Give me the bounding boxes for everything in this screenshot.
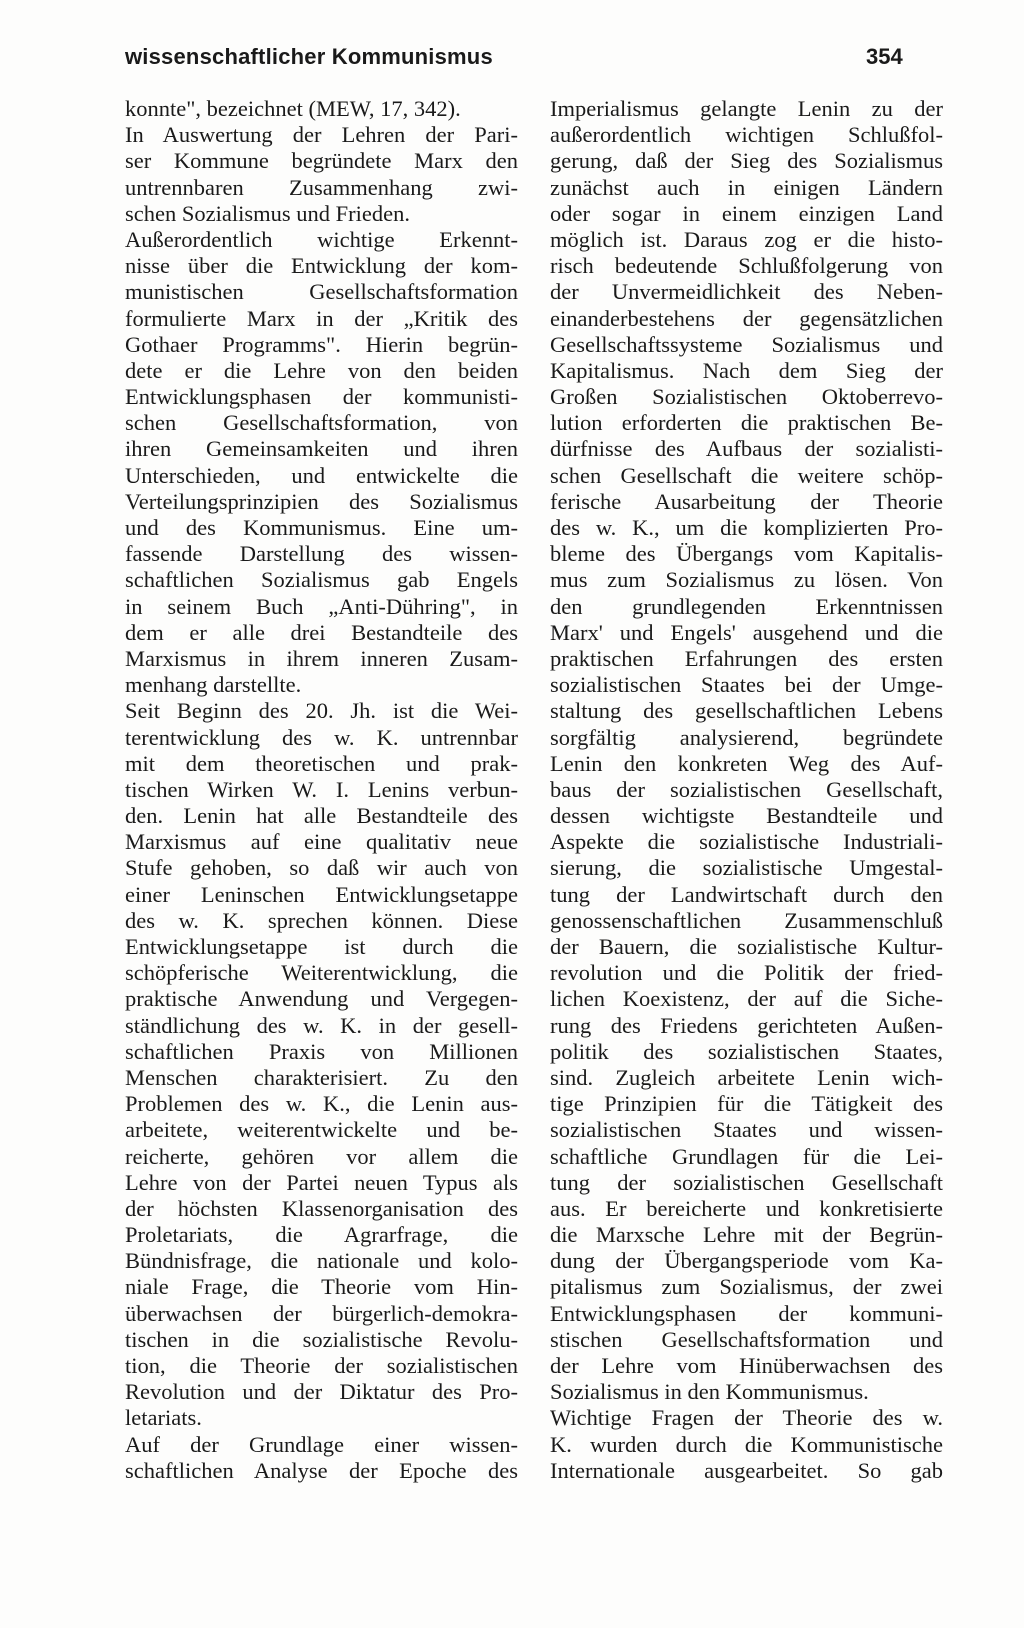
text-line: K. wurden durch die Kommunistische [550,1431,943,1457]
text-line: Menschen charakterisiert. Zu den [125,1064,518,1090]
text-line: aus. Er bereicherte und konkretisierte [550,1195,943,1221]
text-line: tischen in die sozialistische Revolu- [125,1326,518,1352]
text-line: stischen Gesellschaftsformation und [550,1326,943,1352]
text-line: ferische Ausarbeitung der Theorie [550,488,943,514]
text-line: tung der sozialistischen Gesellschaft [550,1169,943,1195]
text-line: sind. Zugleich arbeitete Lenin wich- [550,1064,943,1090]
text-line: der höchsten Klassenorganisation des [125,1195,518,1221]
page-number: 354 [866,44,903,69]
text-line: Revolution und der Diktatur des Pro- [125,1379,518,1405]
text-line: in seinem Buch „Anti-Dühring", in [125,593,518,619]
running-head: wissenschaftlicher Kommunismus [125,44,493,69]
text-line: ständlichung des w. K. in der gesell- [125,1012,518,1038]
text-line: oder sogar in einem einzigen Land [550,200,943,226]
text-line: Marxismus auf eine qualitativ neue [125,829,518,855]
text-line: fassende Darstellung des wissen- [125,541,518,567]
text-line: Wichtige Fragen der Theorie des w. [550,1405,943,1431]
text-line: einer Leninschen Entwicklungsetappe [125,881,518,907]
text-line: Aspekte die sozialistische Industriali- [550,829,943,855]
text-line: dem er alle drei Bestandteile des [125,619,518,645]
text-line: rung des Friedens gerichteten Außen- [550,1012,943,1038]
text-line: konnte", bezeichnet (MEW, 17, 342). [125,96,461,121]
text-line: dürfnisse des Aufbaus der sozialisti- [550,436,943,462]
text-line: Problemen des w. K., die Lenin aus- [125,1091,518,1117]
text-line: schaftlichen Analyse der Epoche des [125,1457,518,1483]
text-line: schaftlichen Praxis von Millionen [125,1038,518,1064]
text-line: der Unvermeidlichkeit des Neben- [550,279,943,305]
text-line: Bündnisfrage, die nationale und kolo- [125,1248,518,1274]
text-line: staltung des gesellschaftlichen Lebens [550,698,943,724]
right-text-column [550,96,943,1484]
text-line: politik des sozialistischen Staates, [550,1038,943,1064]
text-line: außerordentlich wichtigen Schlußfol- [550,122,943,148]
text-line: schöpferische Weiterentwicklung, die [125,960,518,986]
text-line: reicherte, gehören vor allem die [125,1143,518,1169]
text-line: In Auswertung der Lehren der Pari- [125,122,518,148]
text-line: dessen wichtigste Bestandteile und [550,803,943,829]
text-line: risch bedeutende Schlußfolgerung von [550,253,943,279]
text-line: pitalismus zum Sozialismus, der zwei [550,1274,943,1300]
text-line: Verteilungsprinzipien des Sozialismus [125,488,518,514]
text-line: Internationale ausgearbeitet. So gab [550,1457,943,1483]
text-line: bleme des Übergangs vom Kapitalis- [550,541,943,567]
text-line: Seit Beginn des 20. Jh. ist die Wei- [125,698,518,724]
text-line: Lenin den konkreten Weg des Auf- [550,750,943,776]
text-line: dete er die Lehre von den beiden [125,357,518,383]
text-line: schaftliche Grundlagen für die Lei- [550,1143,943,1169]
text-line: Proletariats, die Agrarfrage, die [125,1222,518,1248]
text-line: Entwicklungsphasen der kommunisti- [125,384,518,410]
text-line: sozialistischen Staates bei der Umge- [550,672,943,698]
text-line: baus der sozialistischen Gesellschaft, [550,776,943,802]
text-line: ser Kommune begründete Marx den [125,148,518,174]
text-line: tung der Landwirtschaft durch den [550,881,943,907]
text-line: den. Lenin hat alle Bestandteile des [125,803,518,829]
text-line: niale Frage, die Theorie vom Hin- [125,1274,518,1300]
text-line: einanderbestehens der gegensätzlichen [550,305,943,331]
text-line: Entwicklungsphasen der kommuni- [550,1300,943,1326]
text-line: ihren Gemeinsamkeiten und ihren [125,436,518,462]
text-line: sorgfältig analysierend, begründete [550,724,943,750]
text-line: untrennbaren Zusammenhang zwi- [125,174,518,200]
text-line: mit dem theoretischen und prak- [125,750,518,776]
text-line: Auf der Grundlage einer wissen- [125,1431,518,1457]
text-line: zunächst auch in einigen Ländern [550,174,943,200]
text-line: schen Gesellschaftsformation, von [125,410,518,436]
text-line: Unterschieden, und entwickelte die [125,462,518,488]
text-line: Außerordentlich wichtige Erkennt- [125,226,518,252]
text-line: lichen Koexistenz, der auf die Siche- [550,986,943,1012]
text-line: genossenschaftlichen Zusammenschluß [550,907,943,933]
text-line: Entwicklungsetappe ist durch die [125,934,518,959]
text-line: Stufe gehoben, so daß wir auch von [125,855,518,881]
text-line: den grundlegenden Erkenntnissen [550,593,943,619]
text-line: Großen Sozialistischen Oktoberrevo- [550,384,943,410]
text-line: formulierte Marx in der „Kritik des [125,305,518,331]
text-line: menhang darstellte. [125,672,302,698]
text-line: des w. K. sprechen können. Diese [125,907,518,933]
text-line: revolution und die Politik der fried- [550,960,943,986]
text-line: mus zum Sozialismus zu lösen. Von [550,567,943,593]
text-line: arbeitete, weiterentwickelte und be- [125,1117,518,1143]
text-line: überwachsen der bürgerlich-demokra- [125,1300,518,1326]
text-line: munistischen Gesellschaftsformation [125,279,518,305]
text-line: schen Sozialismus und Frieden. [125,200,410,226]
text-line: des w. K., um die komplizierten Pro- [550,515,943,540]
text-line: die Marxsche Lehre mit der Begrün- [550,1222,943,1248]
text-line: nisse über die Entwicklung der kom- [125,253,518,279]
text-line: Imperialismus gelangte Lenin zu der [550,96,943,121]
text-line: sierung, die sozialistische Umgestal- [550,855,943,881]
text-line: lution erforderten die praktischen Be- [550,410,943,436]
text-line: und des Kommunismus. Eine um- [125,515,518,540]
text-line: tion, die Theorie der sozialistischen [125,1353,518,1378]
text-line: Gothaer Programms". Hierin begrün- [125,331,518,357]
text-line: schen Gesellschaft die weitere schöp- [550,462,943,488]
text-line: Marx' und Engels' ausgehend und die [550,619,943,645]
text-line: dung der Übergangsperiode vom Ka- [550,1248,943,1274]
text-line: sozialistischen Staates und wissen- [550,1117,943,1143]
text-line: möglich ist. Daraus zog er die histo- [550,226,943,252]
text-line: tischen Wirken W. I. Lenins verbun- [125,776,518,802]
text-line: praktische Anwendung und Vergegen- [125,986,518,1012]
text-line: letariats. [125,1405,202,1431]
text-line: praktischen Erfahrungen des ersten [550,645,943,671]
text-line: Marxismus in ihrem inneren Zusam- [125,645,518,671]
left-text-column [125,96,518,1484]
text-line: der Bauern, die sozialistische Kultur- [550,934,943,959]
text-line: gerung, daß der Sieg des Sozialismus [550,148,943,174]
text-line: schaftlichen Sozialismus gab Engels [125,567,518,593]
text-line: Kapitalismus. Nach dem Sieg der [550,357,943,383]
text-line: terentwicklung des w. K. untrennbar [125,724,518,750]
text-line: der Lehre vom Hinüberwachsen des [550,1353,943,1378]
text-line: Lehre von der Partei neuen Typus als [125,1169,518,1195]
text-line: Sozialismus in den Kommunismus. [550,1379,869,1405]
text-line: Gesellschaftssysteme Sozialismus und [550,331,943,357]
text-line: tige Prinzipien für die Tätigkeit des [550,1091,943,1117]
